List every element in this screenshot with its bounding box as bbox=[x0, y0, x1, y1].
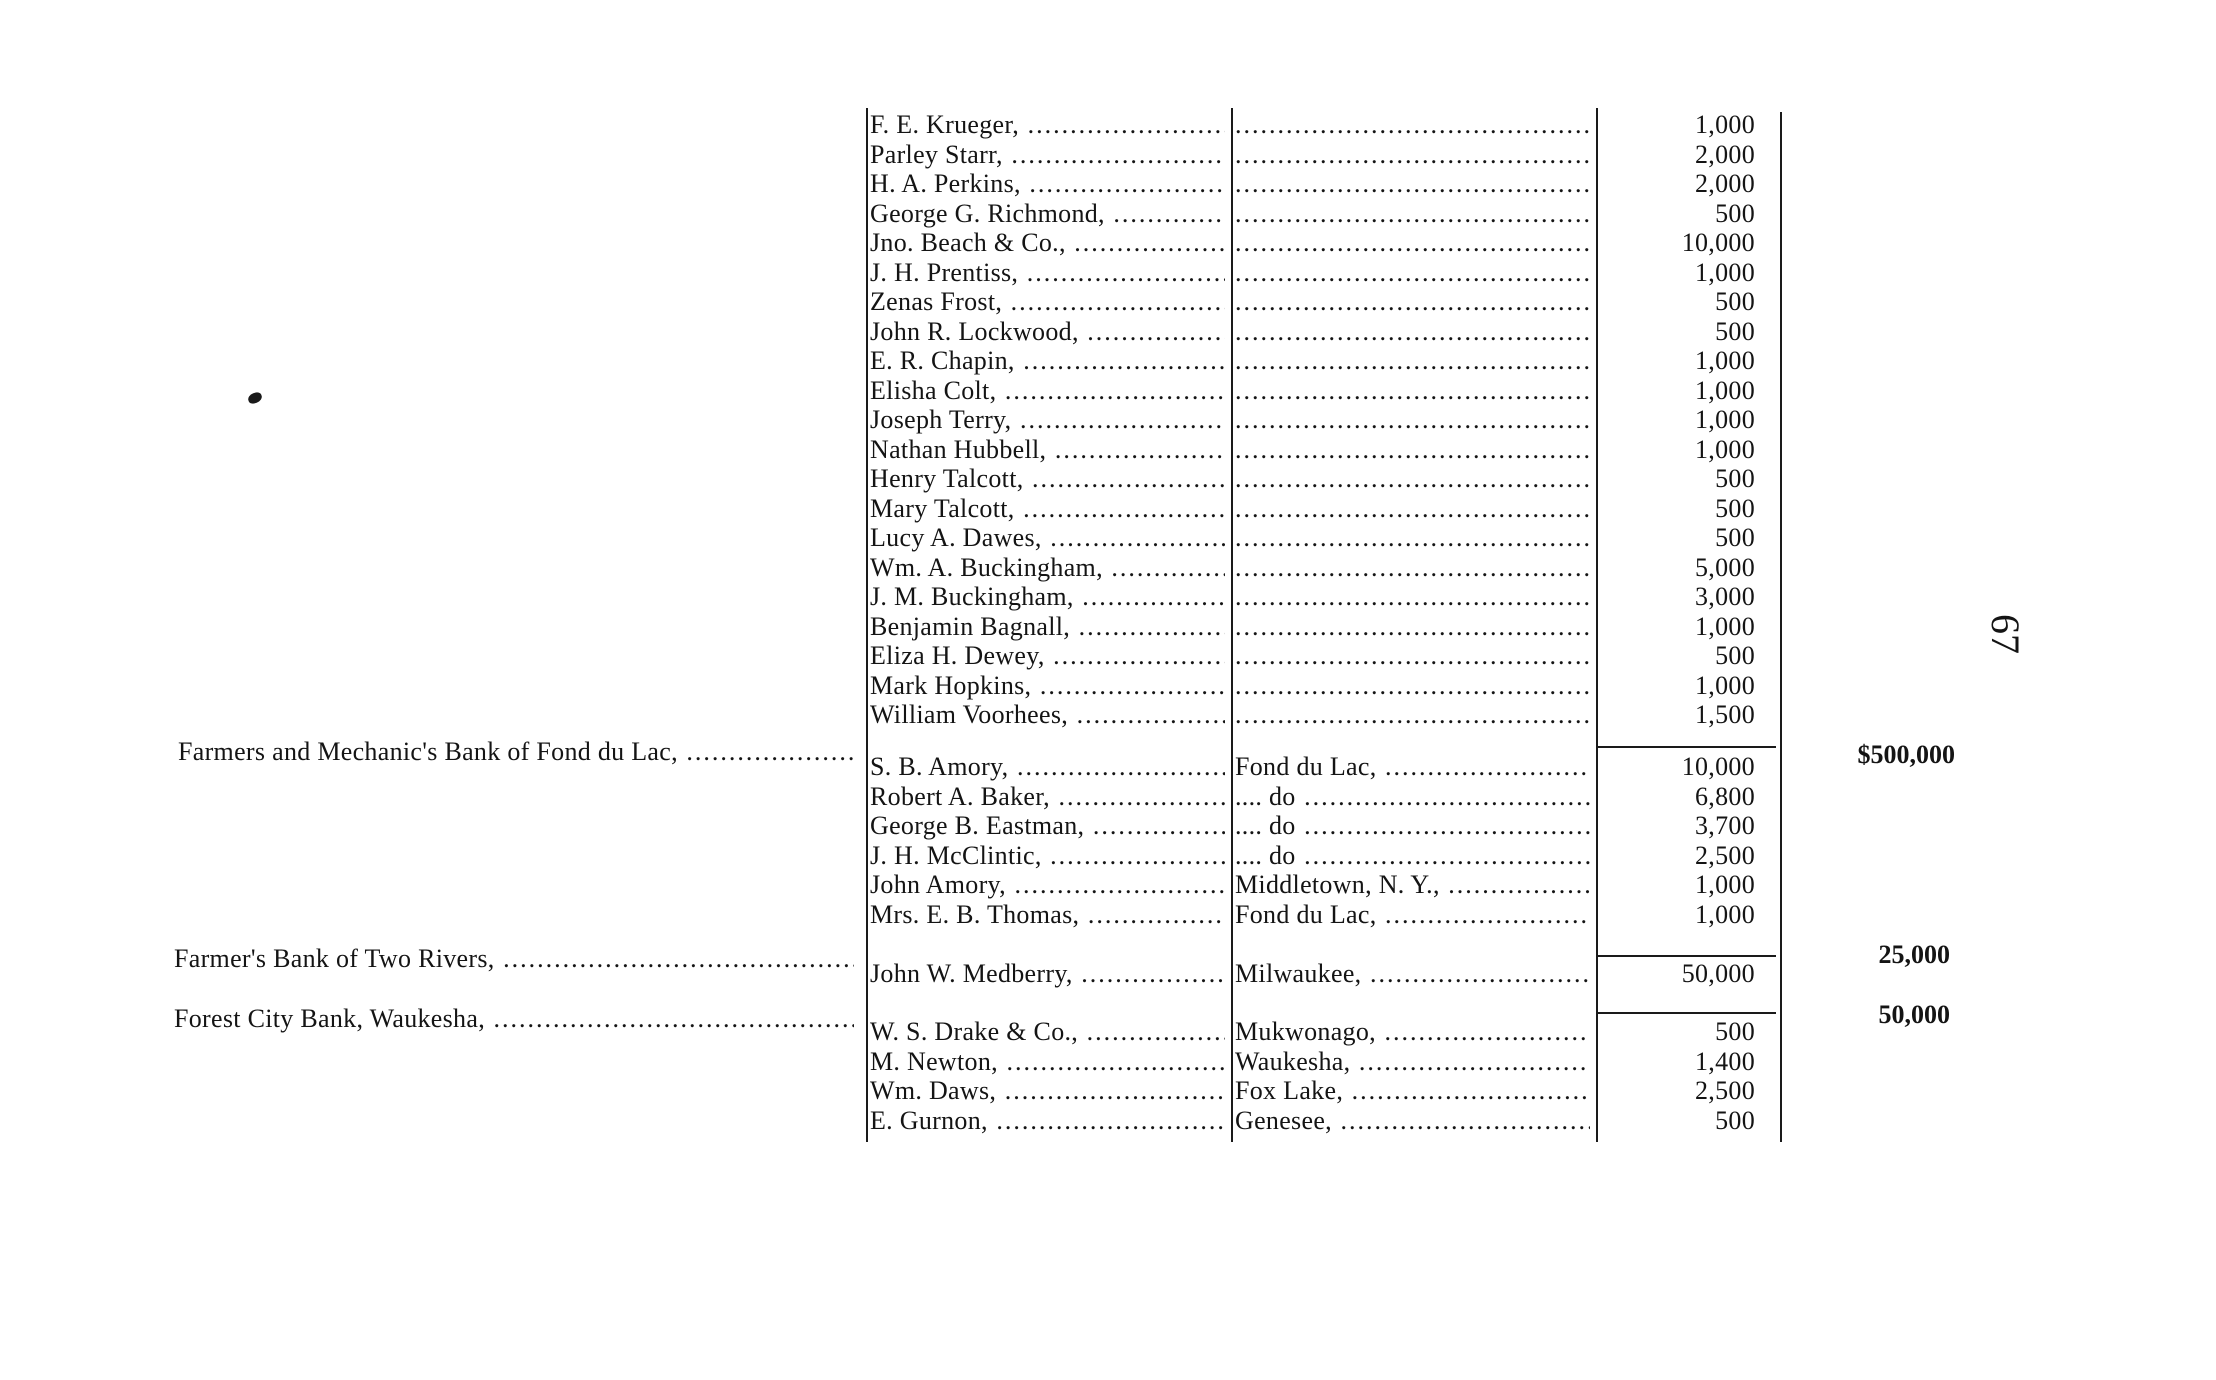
subscriber-name: Elisha Colt, ..... bbox=[870, 376, 1225, 405]
table-row bbox=[0, 959, 2216, 988]
subscriber-place bbox=[1235, 464, 1590, 493]
subscriber-amount: 1,000 bbox=[1695, 257, 1755, 287]
subscriber-amount: 500 bbox=[1715, 198, 1755, 228]
subscriber-place: .... do ..... bbox=[1235, 782, 1590, 811]
subscriber-place bbox=[1235, 346, 1590, 375]
subscriber-amount: 1,000 bbox=[1695, 611, 1755, 641]
subscriber-amount: 500 bbox=[1715, 1105, 1755, 1135]
subscriber-amount: 6,800 bbox=[1695, 781, 1755, 811]
subscriber-amount: 2,000 bbox=[1695, 139, 1755, 169]
subscriber-amount: 3,000 bbox=[1695, 582, 1755, 611]
subscriber-name: William Voorhees, ..... bbox=[870, 700, 1225, 729]
subscriber-name: Mary Talcott, ..... bbox=[870, 494, 1225, 523]
subscriber-place bbox=[1235, 140, 1590, 169]
subscriber-amount: 1,000 bbox=[1695, 670, 1755, 700]
subscriber-name: Mark Hopkins, ..... bbox=[870, 671, 1225, 700]
table-row bbox=[0, 752, 2216, 781]
subscriber-place bbox=[1235, 435, 1590, 464]
subscriber-name: Joseph Terry, ..... bbox=[870, 405, 1225, 434]
table-row bbox=[0, 258, 2216, 287]
subscriber-place bbox=[1235, 523, 1590, 552]
subscriber-name: Zenas Frost, ..... bbox=[870, 287, 1225, 316]
bank-total: 50,000 bbox=[1878, 1000, 1950, 1029]
subscriber-place bbox=[1235, 287, 1590, 316]
subscriber-place bbox=[1235, 228, 1590, 257]
subscriber-amount: 1,500 bbox=[1695, 700, 1755, 729]
subscriber-amount: 5,000 bbox=[1695, 552, 1755, 582]
subscriber-place bbox=[1235, 494, 1590, 523]
subscriber-amount: 1,000 bbox=[1695, 434, 1755, 464]
subscriber-name: Jno. Beach & Co., ..... bbox=[870, 228, 1225, 257]
table-row bbox=[0, 464, 2216, 493]
subscriber-amount: 500 bbox=[1715, 316, 1755, 346]
table-row bbox=[0, 841, 2216, 870]
table-row bbox=[0, 700, 2216, 729]
subscriber-place bbox=[1235, 612, 1590, 641]
table-row bbox=[0, 523, 2216, 552]
subscriber-amount: 10,000 bbox=[1681, 228, 1755, 257]
subscriber-amount: 2,500 bbox=[1695, 1076, 1755, 1105]
subscriber-name: Wm. Daws, ..... bbox=[870, 1076, 1225, 1105]
table-row bbox=[0, 287, 2216, 316]
subscriber-name: Mrs. E. B. Thomas, ..... bbox=[870, 900, 1225, 929]
table-row bbox=[0, 1017, 2216, 1046]
subscriber-name: J. H. Prentiss, ..... bbox=[870, 258, 1225, 287]
table-row bbox=[0, 494, 2216, 523]
subscriber-amount: 1,000 bbox=[1695, 899, 1755, 929]
table-row bbox=[0, 553, 2216, 582]
subscriber-amount: 500 bbox=[1715, 464, 1755, 493]
table-row bbox=[0, 169, 2216, 198]
subscriber-name: S. B. Amory, ..... bbox=[870, 752, 1225, 781]
subscriber-name: George G. Richmond, ..... bbox=[870, 199, 1225, 228]
subscriber-place: Fond du Lac, ..... bbox=[1235, 900, 1590, 929]
table-row bbox=[0, 317, 2216, 346]
subscriber-place bbox=[1235, 258, 1590, 287]
subscriber-amount: 10,000 bbox=[1681, 752, 1755, 781]
subscriber-name: John Amory, ..... bbox=[870, 870, 1225, 899]
subscriber-name: F. E. Krueger, ..... bbox=[870, 110, 1225, 139]
subscriber-name: E. Gurnon, ..... bbox=[870, 1106, 1225, 1135]
subscriber-place: .... do ..... bbox=[1235, 841, 1590, 870]
rule-section-3 bbox=[1596, 1012, 1776, 1014]
subscriber-name: J. M. Buckingham, ..... bbox=[870, 582, 1225, 611]
subscriber-place bbox=[1235, 110, 1590, 139]
subscriber-name: Parley Starr, ..... bbox=[870, 140, 1225, 169]
page-number: 67 bbox=[1983, 614, 2028, 654]
table-row bbox=[0, 1106, 2216, 1135]
subscriber-amount: 500 bbox=[1715, 493, 1755, 523]
subscriber-name: Wm. A. Buckingham, ..... bbox=[870, 553, 1225, 582]
subscriber-amount: 500 bbox=[1715, 1017, 1755, 1046]
subscriber-name: Nathan Hubbell, ..... bbox=[870, 435, 1225, 464]
subscriber-place: Waukesha, ..... bbox=[1235, 1047, 1590, 1076]
subscriber-place: Genesee, ..... bbox=[1235, 1106, 1590, 1135]
table-row bbox=[0, 228, 2216, 257]
table-row bbox=[0, 376, 2216, 405]
subscriber-name: Henry Talcott, ..... bbox=[870, 464, 1225, 493]
table-row bbox=[0, 671, 2216, 700]
subscriber-amount: 500 bbox=[1715, 523, 1755, 552]
subscriber-name: Eliza H. Dewey, ..... bbox=[870, 641, 1225, 670]
table-row bbox=[0, 641, 2216, 670]
subscriber-name: Robert A. Baker, ..... bbox=[870, 782, 1225, 811]
subscriber-place bbox=[1235, 317, 1590, 346]
subscriber-name: H. A. Perkins, ..... bbox=[870, 169, 1225, 198]
subscriber-place: Middletown, N. Y., ..... bbox=[1235, 870, 1590, 899]
bank-name: Farmers and Mechanic's Bank of Fond du Lac, ..... bbox=[178, 737, 858, 766]
subscriber-place bbox=[1235, 671, 1590, 700]
table-row bbox=[0, 612, 2216, 641]
subscriber-place bbox=[1235, 553, 1590, 582]
bank-name: Forest City Bank, Waukesha, ..... bbox=[174, 1004, 854, 1033]
table-row bbox=[0, 346, 2216, 375]
subscriber-place bbox=[1235, 169, 1590, 198]
subscriber-place bbox=[1235, 582, 1590, 611]
subscriber-name: George B. Eastman, ..... bbox=[870, 811, 1225, 840]
bank-name: Farmer's Bank of Two Rivers, ..... bbox=[174, 944, 854, 973]
table-row bbox=[0, 900, 2216, 929]
subscriber-amount: 1,000 bbox=[1695, 110, 1755, 139]
table-row bbox=[0, 582, 2216, 611]
rule-section-1 bbox=[1596, 746, 1776, 748]
subscriber-amount: 1,000 bbox=[1695, 405, 1755, 434]
table-row bbox=[0, 1047, 2216, 1076]
subscriber-place: Mukwonago, ..... bbox=[1235, 1017, 1590, 1046]
table-row bbox=[0, 199, 2216, 228]
subscriber-amount: 3,700 bbox=[1695, 811, 1755, 840]
subscriber-name: J. H. McClintic, ..... bbox=[870, 841, 1225, 870]
subscriber-amount: 50,000 bbox=[1681, 959, 1755, 988]
table-row bbox=[0, 1076, 2216, 1105]
subscriber-name: Benjamin Bagnall, ..... bbox=[870, 612, 1225, 641]
table-row bbox=[0, 870, 2216, 899]
table-row bbox=[0, 811, 2216, 840]
table-row bbox=[0, 140, 2216, 169]
subscriber-place: Milwaukee, ..... bbox=[1235, 959, 1590, 988]
subscriber-place bbox=[1235, 641, 1590, 670]
subscriber-amount: 1,000 bbox=[1695, 346, 1755, 375]
subscriber-place bbox=[1235, 199, 1590, 228]
subscriber-name: W. S. Drake & Co., ..... bbox=[870, 1017, 1225, 1046]
table-row bbox=[0, 435, 2216, 464]
subscriber-place bbox=[1235, 376, 1590, 405]
subscriber-name: M. Newton, ..... bbox=[870, 1047, 1225, 1076]
table-row bbox=[0, 405, 2216, 434]
subscriber-place: Fox Lake, ..... bbox=[1235, 1076, 1590, 1105]
subscriber-name: E. R. Chapin, ..... bbox=[870, 346, 1225, 375]
table-row bbox=[0, 782, 2216, 811]
table-row bbox=[0, 110, 2216, 139]
subscriber-amount: 1,400 bbox=[1695, 1046, 1755, 1076]
bank-total: 25,000 bbox=[1878, 940, 1950, 969]
subscriber-place: .... do ..... bbox=[1235, 811, 1590, 840]
subscriber-amount: 1,000 bbox=[1695, 870, 1755, 899]
subscriber-name: Lucy A. Dawes, ..... bbox=[870, 523, 1225, 552]
subscriber-amount: 2,500 bbox=[1695, 840, 1755, 870]
rule-section-2 bbox=[1596, 955, 1776, 957]
subscriber-amount: 500 bbox=[1715, 641, 1755, 670]
subscriber-amount: 500 bbox=[1715, 287, 1755, 316]
subscriber-place: Fond du Lac, ..... bbox=[1235, 752, 1590, 781]
subscriber-place bbox=[1235, 700, 1590, 729]
subscriber-name: John R. Lockwood, ..... bbox=[870, 317, 1225, 346]
subscriber-place bbox=[1235, 405, 1590, 434]
subscriber-amount: 1,000 bbox=[1695, 375, 1755, 405]
subscriber-amount: 2,000 bbox=[1695, 169, 1755, 198]
subscriber-name: John W. Medberry, ..... bbox=[870, 959, 1225, 988]
bank-total: $500,000 bbox=[1857, 740, 1955, 769]
